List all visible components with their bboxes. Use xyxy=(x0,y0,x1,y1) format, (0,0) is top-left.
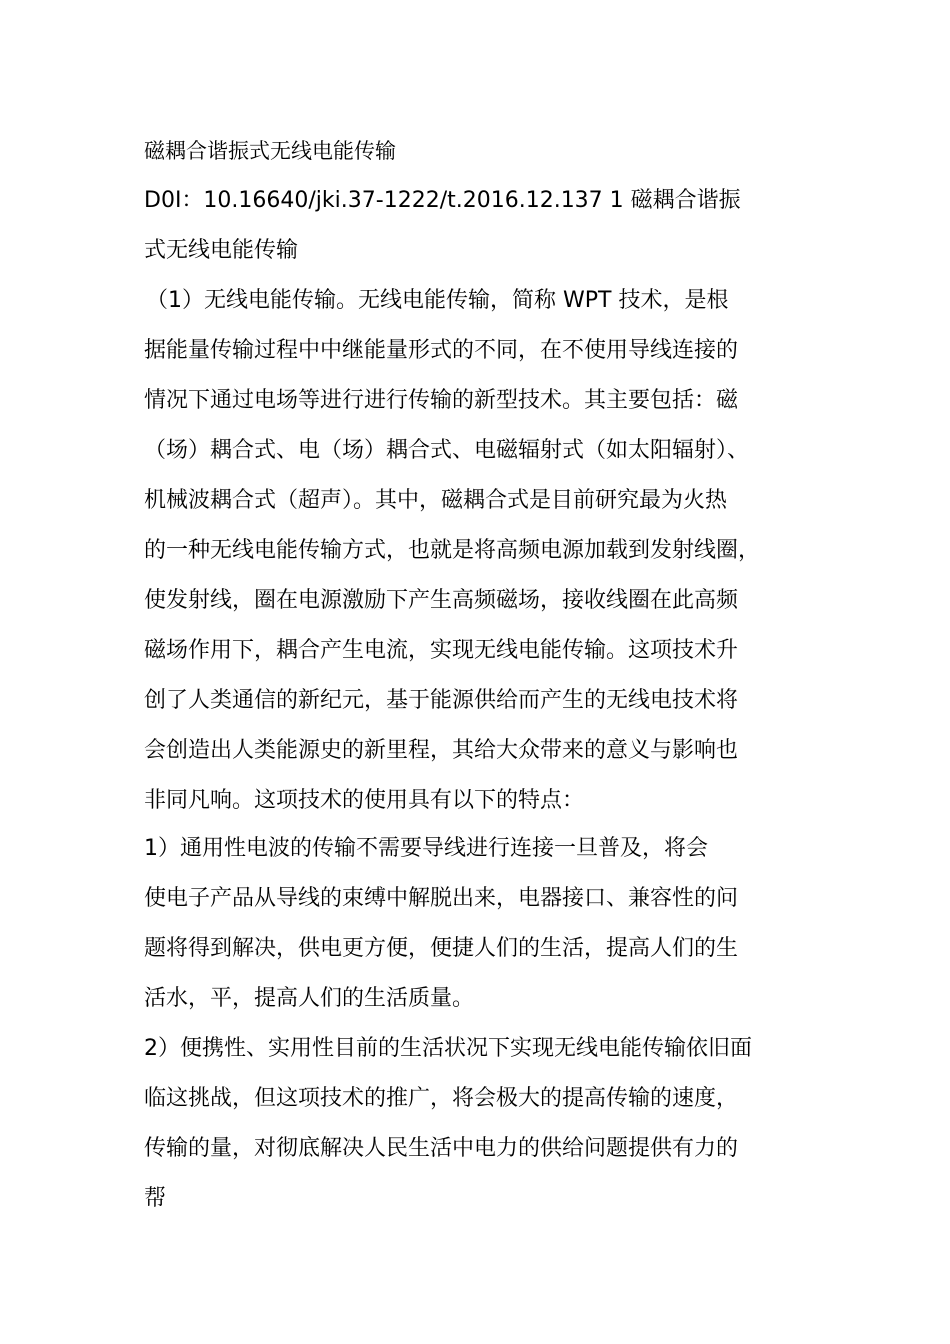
text-line: 使发射线，圈在电源激励下产生高频磁场，接收线圈在此高频 xyxy=(144,588,739,613)
text-line: 磁场作用下，耦合产生电流，实现无线电能传输。这项技术升 xyxy=(144,638,739,663)
text-line: 帮 xyxy=(144,1186,167,1211)
text-line: 据能量传输过程中中继能量形式的不同，在不使用导线连接的 xyxy=(144,338,739,363)
text-line: 使电子产品从导线的束缚中解脱出来，电器接口、兼容性的问 xyxy=(144,886,739,911)
text-line: 的一种无线电能传输方式，也就是将高频电源加载到发射线圈， xyxy=(144,538,761,563)
document-title: 磁耦合谐振式无线电能传输 xyxy=(144,139,396,163)
list-item-2: 2）便携性、实用性目前的生活状况下实现无线电能传输依旧面 xyxy=(144,1036,752,1061)
text-line: （场）耦合式、电（场）耦合式、电磁辐射式（如太阳辐射）、 xyxy=(144,438,750,463)
list-item-1: 1）通用性电波的传输不需要导线进行连接一旦普及，将会 xyxy=(144,836,708,861)
text-line: 传输的量，对彻底解决人民生活中电力的供给问题提供有力的 xyxy=(144,1136,739,1161)
doi-line: D0I：10.16640/jki.37-1222/t.2016.12.137 1 磁耦合谐振 xyxy=(144,188,741,213)
text-line: 机械波耦合式（超声）。其中，磁耦合式是目前研究最为火热 xyxy=(144,488,728,513)
text-line: （1）无线电能传输。无线电能传输，简称 WPT 技术，是根 xyxy=(146,288,729,313)
text-line: 非同凡响。这项技术的使用具有以下的特点： xyxy=(144,788,585,813)
text-line: 活水，平，提高人们的生活质量。 xyxy=(144,986,475,1011)
text-line: 临这挑战，但这项技术的推广，将会极大的提高传输的速度， xyxy=(144,1086,739,1111)
text-line: 创了人类通信的新纪元，基于能源供给而产生的无线电技术将 xyxy=(144,688,739,713)
text-line: 题将得到解决，供电更方便，便捷人们的生活，提高人们的生 xyxy=(144,936,739,961)
text-line: 情况下通过电场等进行进行传输的新型技术。其主要包括：磁 xyxy=(144,388,739,413)
text-line: 会创造出人类能源史的新里程，其给大众带来的意义与影响也 xyxy=(144,738,739,763)
text-line: 式无线电能传输 xyxy=(144,238,299,263)
